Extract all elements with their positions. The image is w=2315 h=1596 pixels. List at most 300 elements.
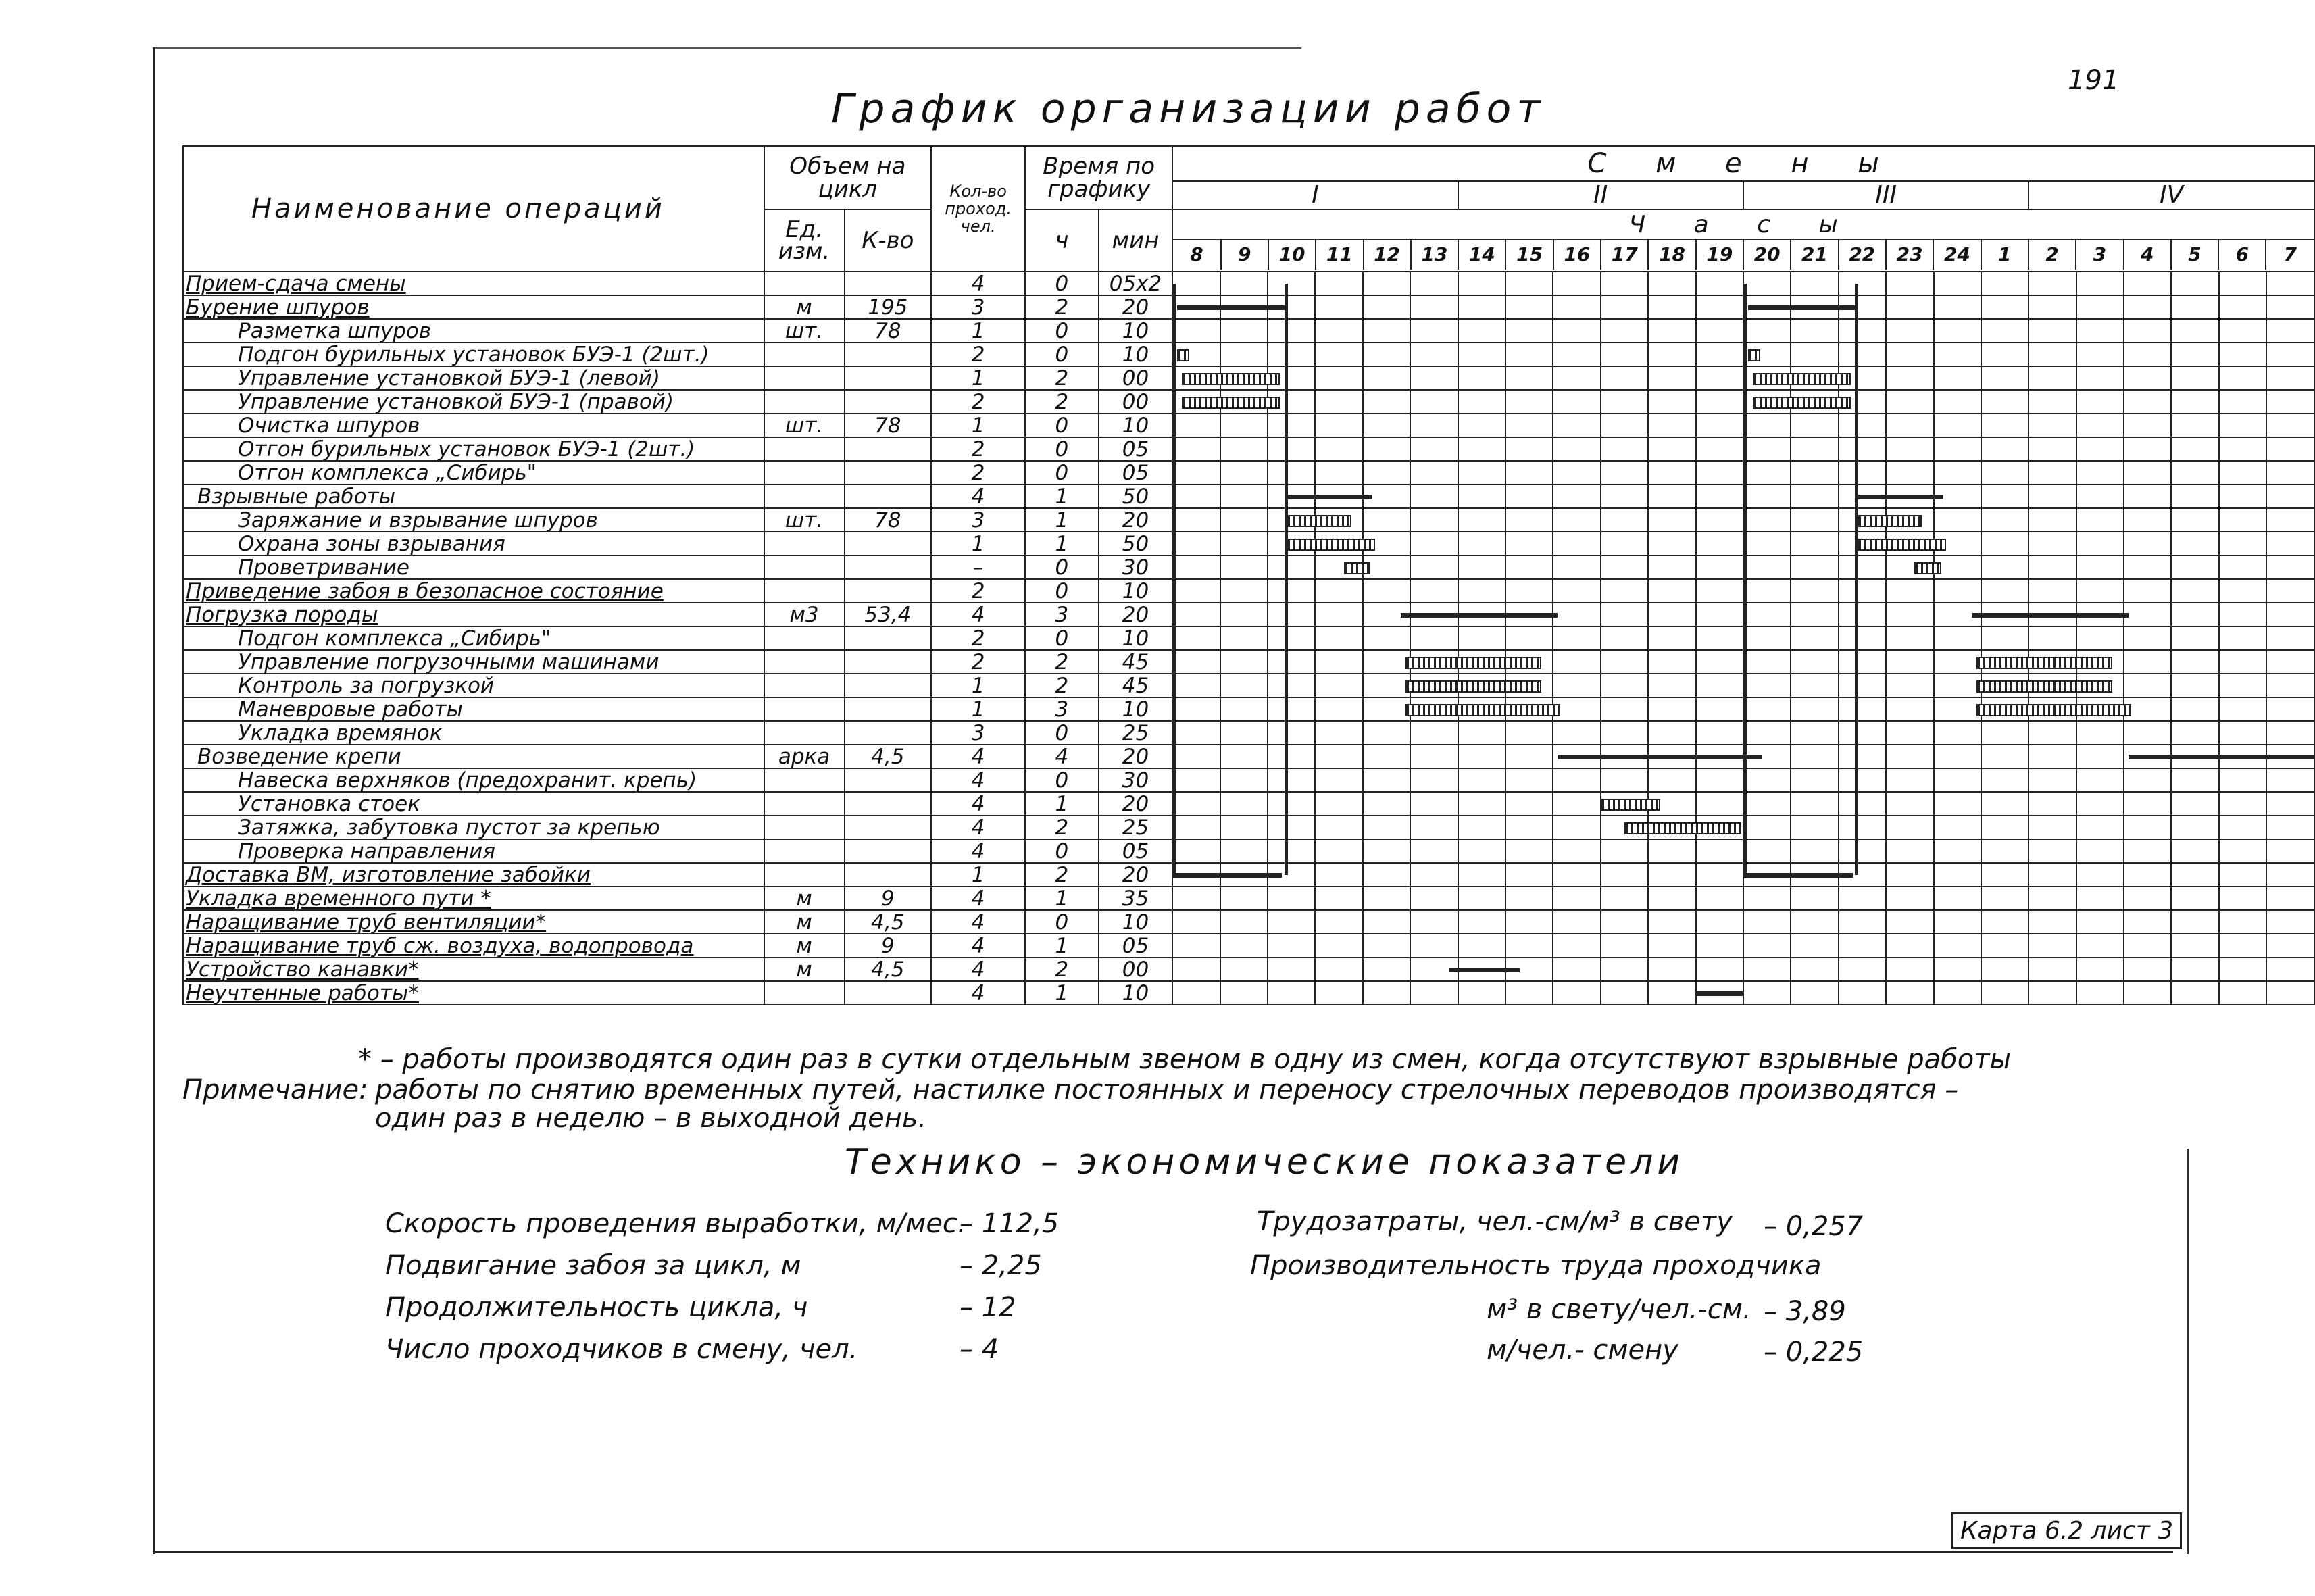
cell-h: 0: [1025, 437, 1099, 461]
operation-row: [183, 579, 2314, 603]
grid-cell: [2028, 390, 2076, 414]
grid-cell: [1458, 745, 1505, 768]
grid-cell: [1220, 910, 1268, 934]
hour-cell: 14: [1458, 239, 1505, 270]
grid-cell: [1839, 768, 1886, 792]
grid-cell: [1268, 319, 1315, 343]
grid-cell: [2076, 319, 2124, 343]
grid-cell: [1410, 319, 1458, 343]
grid-cell: [1601, 626, 1648, 650]
grid-cell: [1553, 839, 1600, 863]
grid-cell: [1172, 768, 1220, 792]
grid-cell: [1696, 603, 1743, 626]
grid-cell: [2076, 484, 2124, 508]
cell-workers: 4: [931, 272, 1025, 295]
grid-cell: [1648, 508, 1695, 532]
cycle-mid-line: [1285, 284, 1288, 875]
hour-cell: 24: [1933, 239, 1981, 270]
grid-cell: [1220, 697, 1268, 721]
grid-cell: [1505, 910, 1553, 934]
grid-cell: [1220, 555, 1268, 579]
header-h: ч: [1025, 209, 1099, 272]
operation-row: [183, 532, 2314, 555]
cell-unit: м: [764, 887, 845, 910]
cell-qty: [845, 343, 932, 366]
grid-cell: [1553, 887, 1600, 910]
cell-h: 0: [1025, 555, 1099, 579]
grid-cell: [1410, 390, 1458, 414]
grid-cell: [1363, 910, 1410, 934]
grid-cell: [1458, 768, 1505, 792]
grid-cell: [1601, 887, 1648, 910]
cell-min: 00: [1099, 957, 1173, 981]
grid-cell: [1363, 745, 1410, 768]
grid-cell: [1696, 839, 1743, 863]
cell-workers: 1: [931, 532, 1025, 555]
grid-cell: [1648, 555, 1695, 579]
grid-cell: [1315, 910, 1362, 934]
cell-name: Управление установкой БУЭ-1 (левой): [183, 366, 764, 390]
grid-cell: [1220, 343, 1268, 366]
header-shifts: С м е н ы: [1172, 146, 2314, 181]
subtask-bar: [1858, 515, 1922, 527]
grid-cell: [1505, 532, 1553, 555]
cell-name: Подгон комплекса „Сибирь": [183, 626, 764, 650]
grid-cell: [2266, 508, 2314, 532]
grid-cell: [2219, 295, 2266, 319]
grid-cell: [1648, 437, 1695, 461]
subtask-bar: [1182, 397, 1280, 409]
cell-qty: 9: [845, 934, 932, 957]
grid-cell: [1553, 957, 1600, 981]
cell-workers: 2: [931, 650, 1025, 674]
grid-cell: [1839, 437, 1886, 461]
grid-cell: [1696, 555, 1743, 579]
grid-cell: [1743, 981, 1791, 1005]
grid-cell: [1839, 957, 1886, 981]
cell-name: Отгон бурильных установок БУЭ-1 (2шт.): [183, 437, 764, 461]
grid-cell: [1172, 272, 1220, 295]
hour-cell: 1: [1981, 239, 2028, 270]
grid-cell: [2028, 295, 2076, 319]
grid-cell: [1981, 414, 2028, 437]
grid-cell: [1410, 532, 1458, 555]
grid-cell: [1172, 579, 1220, 603]
cell-h: 2: [1025, 863, 1099, 887]
grid-cell: [1410, 295, 1458, 319]
cell-workers: 4: [931, 910, 1025, 934]
grid-cell: [2028, 414, 2076, 437]
operation-row: [183, 957, 2314, 981]
grid-cell: [1839, 981, 1886, 1005]
grid-cell: [2171, 910, 2218, 934]
grid-cell: [2028, 484, 2076, 508]
cell-min: 35: [1099, 887, 1173, 910]
grid-cell: [1268, 792, 1315, 816]
blasting-bar: [1287, 495, 1372, 499]
operation-row: [183, 484, 2314, 508]
grid-cell: [2028, 579, 2076, 603]
grid-cell: [1601, 461, 1648, 484]
grid-cell: [2124, 343, 2171, 366]
grid-cell: [2266, 366, 2314, 390]
grid-cell: [2266, 697, 2314, 721]
grid-cell: [1839, 910, 1886, 934]
cell-qty: [845, 437, 932, 461]
cell-name: Контроль за погрузкой: [183, 674, 764, 697]
grid-cell: [2076, 910, 2124, 934]
grid-cell: [2219, 981, 2266, 1005]
grid-cell: [2171, 839, 2218, 863]
grid-cell: [1553, 461, 1600, 484]
grid-cell: [1458, 343, 1505, 366]
header-volume: Объем на цикл: [764, 146, 932, 209]
hour-cell: 15: [1505, 239, 1553, 270]
grid-cell: [1743, 437, 1791, 461]
cell-min: 10: [1099, 414, 1173, 437]
cell-min: 20: [1099, 295, 1173, 319]
cell-qty: 53,4: [845, 603, 932, 626]
grid-cell: [2266, 721, 2314, 745]
cell-workers: –: [931, 555, 1025, 579]
grid-cell: [1743, 508, 1791, 532]
grid-cell: [1886, 414, 1933, 437]
grid-cell: [1410, 626, 1458, 650]
grid-cell: [1220, 484, 1268, 508]
grid-cell: [2124, 295, 2171, 319]
cell-h: 3: [1025, 603, 1099, 626]
cell-h: 0: [1025, 910, 1099, 934]
grid-cell: [2171, 414, 2218, 437]
grid-cell: [1886, 910, 1933, 934]
grid-cell: [1981, 366, 2028, 390]
grid-cell: [2124, 839, 2171, 863]
grid-cell: [2171, 957, 2218, 981]
grid-cell: [1696, 650, 1743, 674]
cell-h: 0: [1025, 343, 1099, 366]
grid-cell: [1553, 816, 1600, 839]
hour-cell: 20: [1743, 239, 1791, 270]
grid-cell: [1268, 626, 1315, 650]
grid-cell: [1981, 816, 2028, 839]
header-workers: Кол-во проход. чел.: [931, 146, 1025, 272]
grid-cell: [1410, 934, 1458, 957]
grid-cell: [2171, 792, 2218, 816]
support-bar: [1558, 755, 1762, 759]
grid-cell: [2028, 910, 2076, 934]
grid-cell: [2266, 603, 2314, 626]
grid-cell: [1505, 437, 1553, 461]
grid-cell: [1648, 887, 1695, 910]
grid-cell: [1934, 437, 1981, 461]
grid-cell: [1315, 437, 1362, 461]
grid-cell: [1553, 555, 1600, 579]
grid-cell: [1220, 981, 1268, 1005]
grid-cell: [2266, 792, 2314, 816]
grid-cell: [1648, 532, 1695, 555]
cell-unit: м: [764, 910, 845, 934]
grid-cell: [2076, 839, 2124, 863]
cell-min: 05x2: [1099, 272, 1173, 295]
subtask-bar: [1177, 349, 1189, 361]
grid-cell: [1410, 839, 1458, 863]
cell-name: Наращивание труб сж. воздуха, водопровода: [183, 934, 764, 957]
grid-cell: [1553, 437, 1600, 461]
cell-h: 2: [1025, 390, 1099, 414]
blasting-bar: [1858, 495, 1943, 499]
grid-cell: [1791, 934, 1838, 957]
grid-cell: [1886, 745, 1933, 768]
grid-cell: [2076, 626, 2124, 650]
grid-cell: [2124, 437, 2171, 461]
grid-cell: [2171, 697, 2218, 721]
grid-cell: [1601, 532, 1648, 555]
grid-cell: [1410, 508, 1458, 532]
grid-cell: [2219, 768, 2266, 792]
cell-h: 0: [1025, 768, 1099, 792]
grid-cell: [2124, 603, 2171, 626]
grid-cell: [1791, 603, 1838, 626]
cell-unit: [764, 674, 845, 697]
grid-cell: [1696, 626, 1743, 650]
grid-cell: [1934, 295, 1981, 319]
cell-min: 10: [1099, 626, 1173, 650]
grid-cell: [1696, 579, 1743, 603]
grid-cell: [1601, 934, 1648, 957]
grid-cell: [1791, 957, 1838, 981]
grid-cell: [1696, 414, 1743, 437]
cell-workers: 4: [931, 957, 1025, 981]
grid-cell: [1648, 674, 1695, 697]
tep-left-0-value: – 112,5: [960, 1208, 1060, 1239]
grid-cell: [1743, 461, 1791, 484]
grid-cell: [1268, 934, 1315, 957]
grid-cell: [2028, 816, 2076, 839]
operation-row: [183, 721, 2314, 745]
hour-cell: 11: [1316, 239, 1363, 270]
grid-cell: [1743, 555, 1791, 579]
grid-cell: [1696, 887, 1743, 910]
grid-cell: [1791, 437, 1838, 461]
cell-workers: 4: [931, 603, 1025, 626]
cell-name: Возведение крепи: [183, 745, 764, 768]
grid-cell: [1553, 674, 1600, 697]
cell-min: 10: [1099, 579, 1173, 603]
cell-name: Подгон бурильных установок БУЭ-1 (2шт.): [183, 343, 764, 366]
note-line1: работы по снятию временных путей, настилке постоянных и переносу стрелочных переводов производятся –: [375, 1074, 1959, 1105]
grid-cell: [1315, 934, 1362, 957]
grid-cell: [1315, 981, 1362, 1005]
grid-cell: [2028, 343, 2076, 366]
grid-cell: [1410, 437, 1458, 461]
cell-h: 3: [1025, 697, 1099, 721]
grid-cell: [1886, 816, 1933, 839]
cell-workers: 4: [931, 839, 1025, 863]
grid-cell: [1220, 508, 1268, 532]
grid-cell: [2124, 532, 2171, 555]
grid-cell: [2266, 957, 2314, 981]
grid-cell: [1934, 366, 1981, 390]
grid-cell: [1363, 579, 1410, 603]
grid-cell: [1791, 626, 1838, 650]
tep-left-2-value: – 12: [960, 1292, 1016, 1323]
subtask-bar: [1287, 539, 1375, 551]
grid-cell: [2171, 650, 2218, 674]
grid-cell: [2076, 579, 2124, 603]
cell-name: Охрана зоны взрывания: [183, 532, 764, 555]
grid-cell: [2124, 887, 2171, 910]
grid-cell: [1791, 697, 1838, 721]
grid-cell: [2219, 532, 2266, 555]
grid-cell: [2171, 603, 2218, 626]
cell-qty: [845, 390, 932, 414]
cell-h: 0: [1025, 626, 1099, 650]
grid-cell: [1648, 863, 1695, 887]
grid-cell: [1886, 957, 1933, 981]
grid-cell: [1648, 934, 1695, 957]
cell-h: 0: [1025, 839, 1099, 863]
grid-cell: [1696, 343, 1743, 366]
grid-cell: [1648, 697, 1695, 721]
grid-cell: [1553, 910, 1600, 934]
grid-cell: [1886, 319, 1933, 343]
grid-cell: [2219, 484, 2266, 508]
tep-left-0-label: Скорость проведения выработки, м/мес.: [385, 1208, 966, 1239]
grid-cell: [1363, 816, 1410, 839]
grid-cell: [1315, 390, 1362, 414]
grid-cell: [1934, 579, 1981, 603]
grid-cell: [1458, 484, 1505, 508]
cell-unit: [764, 366, 845, 390]
grid-cell: [1886, 579, 1933, 603]
grid-cell: [1743, 626, 1791, 650]
grid-cell: [1458, 414, 1505, 437]
grid-cell: [2124, 674, 2171, 697]
grid-cell: [1601, 603, 1648, 626]
cell-workers: 2: [931, 461, 1025, 484]
grid-cell: [1601, 697, 1648, 721]
cell-name: Устройство канавки*: [183, 957, 764, 981]
grid-cell: [1886, 390, 1933, 414]
grid-cell: [1363, 839, 1410, 863]
grid-cell: [1172, 910, 1220, 934]
grid-cell: [2076, 295, 2124, 319]
grid-cell: [1791, 484, 1838, 508]
grid-cell: [2076, 887, 2124, 910]
cell-min: 20: [1099, 863, 1173, 887]
grid-cell: [1553, 532, 1600, 555]
grid-cell: [1743, 887, 1791, 910]
operation-row: [183, 816, 2314, 839]
grid-cell: [2028, 745, 2076, 768]
grid-cell: [1743, 910, 1791, 934]
cell-qty: 78: [845, 319, 932, 343]
cell-unit: арка: [764, 745, 845, 768]
grid-cell: [1743, 839, 1791, 863]
grid-cell: [1981, 532, 2028, 555]
grid-cell: [1981, 390, 2028, 414]
subtask-bar: [1858, 539, 1946, 551]
grid-cell: [2266, 626, 2314, 650]
grid-cell: [1410, 414, 1458, 437]
grid-cell: [1553, 508, 1600, 532]
tep-right-3-label: м/чел.- смену: [1487, 1335, 1678, 1366]
grid-cell: [1268, 555, 1315, 579]
cell-name: Наращивание труб вентиляции*: [183, 910, 764, 934]
grid-cell: [1505, 934, 1553, 957]
grid-cell: [1886, 792, 1933, 816]
grid-cell: [2076, 981, 2124, 1005]
cell-workers: 4: [931, 484, 1025, 508]
grid-cell: [1410, 366, 1458, 390]
grid-cell: [1601, 343, 1648, 366]
cell-workers: 4: [931, 981, 1025, 1005]
grid-cell: [1886, 697, 1933, 721]
cell-qty: [845, 816, 932, 839]
grid-cell: [2028, 957, 2076, 981]
grid-cell: [1791, 981, 1838, 1005]
loading-bar: [1401, 613, 1558, 618]
grid-cell: [1601, 721, 1648, 745]
grid-cell: [2076, 437, 2124, 461]
subtask-bar: [1405, 680, 1541, 693]
shift-label-1: I: [1172, 181, 1458, 209]
grid-cell: [1743, 697, 1791, 721]
grid-cell: [1981, 555, 2028, 579]
operation-row: [183, 555, 2314, 579]
grid-cell: [1601, 437, 1648, 461]
operation-row: [183, 839, 2314, 863]
cell-h: 4: [1025, 745, 1099, 768]
cell-min: 10: [1099, 981, 1173, 1005]
grid-cell: [2076, 532, 2124, 555]
cell-qty: [845, 697, 932, 721]
grid-cell: [2219, 272, 2266, 295]
grid-cell: [1505, 721, 1553, 745]
grid-cell: [1696, 532, 1743, 555]
grid-cell: [1696, 934, 1743, 957]
cell-qty: [845, 981, 932, 1005]
cell-qty: [845, 768, 932, 792]
grid-cell: [1648, 461, 1695, 484]
cell-h: 1: [1025, 981, 1099, 1005]
grid-cell: [1934, 981, 1981, 1005]
grid-cell: [1553, 366, 1600, 390]
subtask-bar: [1405, 657, 1541, 669]
subtask-bar: [1624, 822, 1741, 834]
cell-name: Отгон комплекса „Сибирь": [183, 461, 764, 484]
grid-cell: [2171, 674, 2218, 697]
grid-cell: [1791, 792, 1838, 816]
grid-cell: [1886, 603, 1933, 626]
grid-cell: [1553, 721, 1600, 745]
grid-cell: [2266, 343, 2314, 366]
cell-unit: [764, 981, 845, 1005]
hours-header: [1172, 209, 2314, 272]
subtask-bar: [1753, 397, 1851, 409]
header-min: мин: [1099, 209, 1173, 272]
grid-cell: [1363, 461, 1410, 484]
grid-cell: [1886, 674, 1933, 697]
grid-cell: [2028, 768, 2076, 792]
cell-workers: 1: [931, 414, 1025, 437]
card-label: Карта 6.2 лист 3: [1951, 1512, 2182, 1549]
grid-cell: [1743, 721, 1791, 745]
cell-name: Приведение забоя в безопасное состояние: [183, 579, 764, 603]
cell-qty: [845, 484, 932, 508]
hour-cell: 3: [2076, 239, 2123, 270]
cell-min: 20: [1099, 508, 1173, 532]
